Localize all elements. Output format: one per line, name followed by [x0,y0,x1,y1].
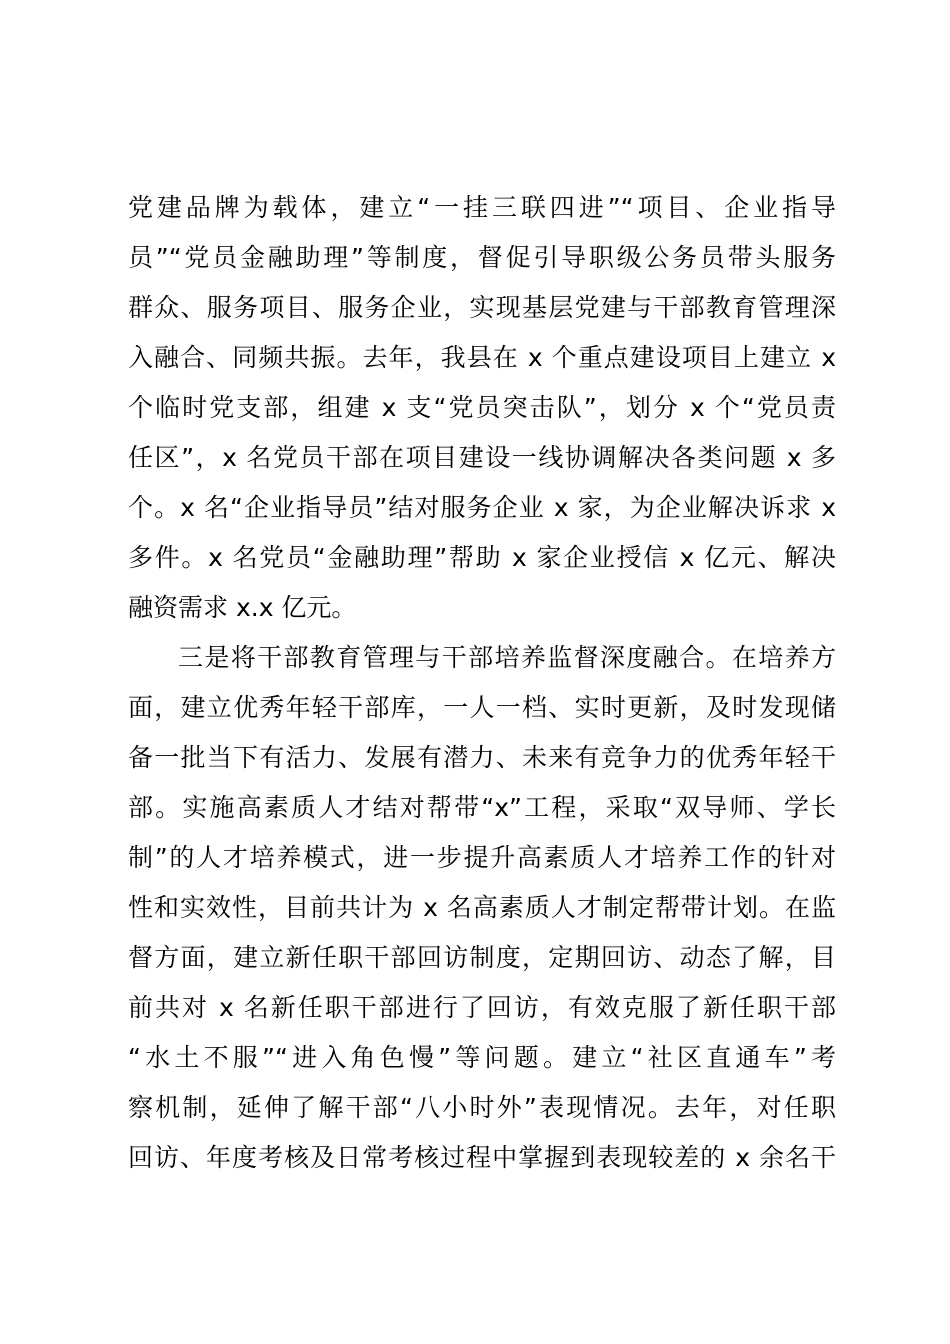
text-line: 个临时党支部，组建 x 支“党员突击队”，划分 x 个“党员责 [128,393,836,422]
text-line: 备一批当下有活力、发展有潜力、未来有竞争力的优秀年轻干 [128,743,836,772]
text-line: 察机制，延伸了解干部“八小时外”表现情况。去年，对任职 [128,1093,836,1122]
text-line: 面，建立优秀年轻干部库，一人一档、实时更新，及时发现储 [128,693,836,722]
paragraph-2 [128,633,836,1183]
document-page [128,183,836,1183]
text-line: 制”的人才培养模式，进一步提升高素质人才培养工作的针对 [128,843,836,872]
text-line: “水土不服”“进入角色慢”等问题。建立“社区直通车”考 [128,1043,836,1072]
text-line: 融资需求 x.x 亿元。 [128,593,357,622]
text-line: 三是将干部教育管理与干部培养监督深度融合。在培养方 [178,643,836,672]
text-line: 员”“党员金融助理”等制度，督促引导职级公务员带头服务 [128,243,836,272]
text-line: 性和实效性，目前共计为 x 名高素质人才制定帮带计划。在监 [128,893,836,922]
text-line: 回访、年度考核及日常考核过程中掌握到表现较差的 x 余名干 [128,1143,836,1172]
text-line: 入融合、同频共振。去年，我县在 x 个重点建设项目上建立 x [128,343,836,372]
text-line: 个。x 名“企业指导员”结对服务企业 x 家，为企业解决诉求 x [128,493,836,522]
text-line: 督方面，建立新任职干部回访制度，定期回访、动态了解，目 [128,943,836,972]
text-line: 群众、服务项目、服务企业，实现基层党建与干部教育管理深 [128,293,836,322]
text-line: 部。实施高素质人才结对帮带“x”工程，采取“双导师、学长 [128,793,836,822]
text-line: 任区”，x 名党员干部在项目建设一线协调解决各类问题 x 多 [128,443,836,472]
text-line: 前共对 x 名新任职干部进行了回访，有效克服了新任职干部 [128,993,836,1022]
text-line: 多件。x 名党员“金融助理”帮助 x 家企业授信 x 亿元、解决 [128,543,836,572]
text-line: 党建品牌为载体，建立“一挂三联四进”“项目、企业指导 [128,193,836,222]
paragraph-1 [128,183,836,633]
